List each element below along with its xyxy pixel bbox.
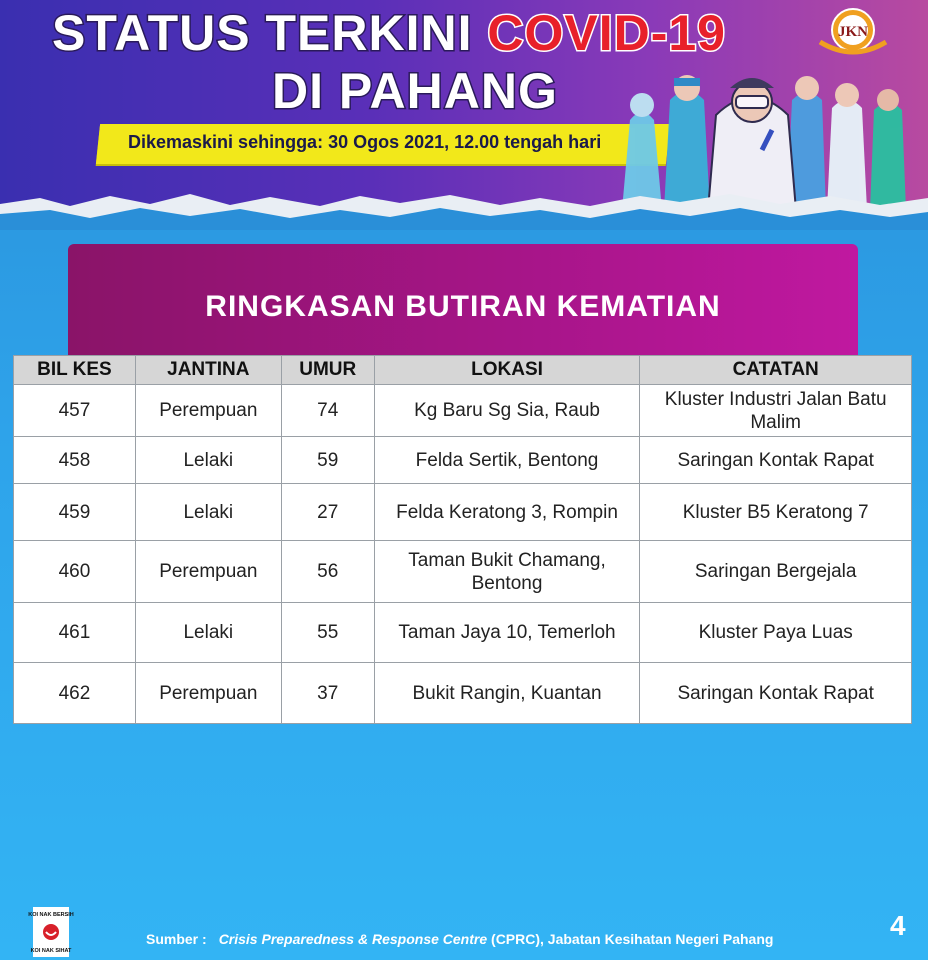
cell-jantina: Perempuan	[135, 541, 281, 603]
cell-catatan: Saringan Bergejala	[640, 541, 912, 603]
source-label: Sumber :	[146, 931, 207, 947]
svg-text:KOI NAK BERSIH: KOI NAK BERSIH	[28, 912, 74, 918]
header-catatan: CATATAN	[640, 356, 912, 385]
cell-umur: 55	[281, 603, 374, 663]
table-row	[14, 603, 912, 663]
table-row	[14, 484, 912, 541]
cell-bil-kes: 462	[14, 663, 136, 724]
update-timestamp: Dikemaskini sehingga: 30 Ogos 2021, 12.00 tengah hari	[128, 132, 602, 152]
header-lokasi: LOKASI	[374, 356, 640, 385]
page-title-line1	[52, 4, 726, 62]
cell-umur: 74	[281, 385, 374, 437]
page-title-line2: DI PAHANG	[272, 63, 558, 119]
cell-lokasi: Bukit Rangin, Kuantan	[374, 663, 640, 724]
cell-umur: 37	[281, 663, 374, 724]
cell-lokasi: Taman Bukit Chamang, Bentong	[374, 541, 640, 603]
cell-catatan: Kluster Paya Luas	[640, 603, 912, 663]
cell-jantina: Lelaki	[135, 437, 281, 484]
jkn-logo-icon	[814, 6, 892, 56]
header-bil-kes: BIL KES	[14, 356, 136, 385]
deaths-table	[13, 355, 912, 724]
table-header-row	[14, 356, 912, 385]
cell-umur: 59	[281, 437, 374, 484]
cell-lokasi: Kg Baru Sg Sia, Raub	[374, 385, 640, 437]
cell-catatan: Saringan Kontak Rapat	[640, 663, 912, 724]
table-row	[14, 437, 912, 484]
logo-text: JKN	[838, 24, 868, 40]
cell-bil-kes: 461	[14, 603, 136, 663]
cell-umur: 27	[281, 484, 374, 541]
source-credit	[146, 931, 773, 947]
cell-jantina: Perempuan	[135, 663, 281, 724]
source-rest: (CPRC), Jabatan Kesihatan Negeri Pahang	[487, 931, 774, 947]
title-status-terkini: STATUS TERKINI	[52, 5, 488, 61]
koi-nak-sihat-logo-icon	[28, 907, 74, 957]
cell-lokasi: Felda Sertik, Bentong	[374, 437, 640, 484]
page-number: 4	[890, 910, 906, 941]
cell-lokasi: Felda Keratong 3, Rompin	[374, 484, 640, 541]
header-jantina: JANTINA	[135, 356, 281, 385]
title-covid: COVID-19	[487, 5, 726, 61]
cell-bil-kes: 457	[14, 385, 136, 437]
section-title: RINGKASAN BUTIRAN KEMATIAN	[205, 290, 721, 323]
table-row	[14, 385, 912, 437]
cell-catatan: Saringan Kontak Rapat	[640, 437, 912, 484]
cell-jantina: Perempuan	[135, 385, 281, 437]
table-row	[14, 541, 912, 603]
cell-lokasi: Taman Jaya 10, Temerloh	[374, 603, 640, 663]
cell-jantina: Lelaki	[135, 484, 281, 541]
torn-paper-divider	[0, 190, 928, 230]
source-org: Crisis Preparedness & Response Centre	[218, 931, 488, 947]
cell-catatan: Kluster Industri Jalan Batu Malim	[640, 385, 912, 437]
cell-umur: 56	[281, 541, 374, 603]
header-banner	[0, 0, 928, 215]
table-row	[14, 663, 912, 724]
cell-bil-kes: 458	[14, 437, 136, 484]
medical-staff-illustration	[612, 60, 912, 210]
header-umur: UMUR	[281, 356, 374, 385]
svg-text:KOI NAK SIHAT: KOI NAK SIHAT	[30, 948, 72, 954]
cell-catatan: Kluster B5 Keratong 7	[640, 484, 912, 541]
cell-bil-kes: 459	[14, 484, 136, 541]
cell-bil-kes: 460	[14, 541, 136, 603]
cell-jantina: Lelaki	[135, 603, 281, 663]
